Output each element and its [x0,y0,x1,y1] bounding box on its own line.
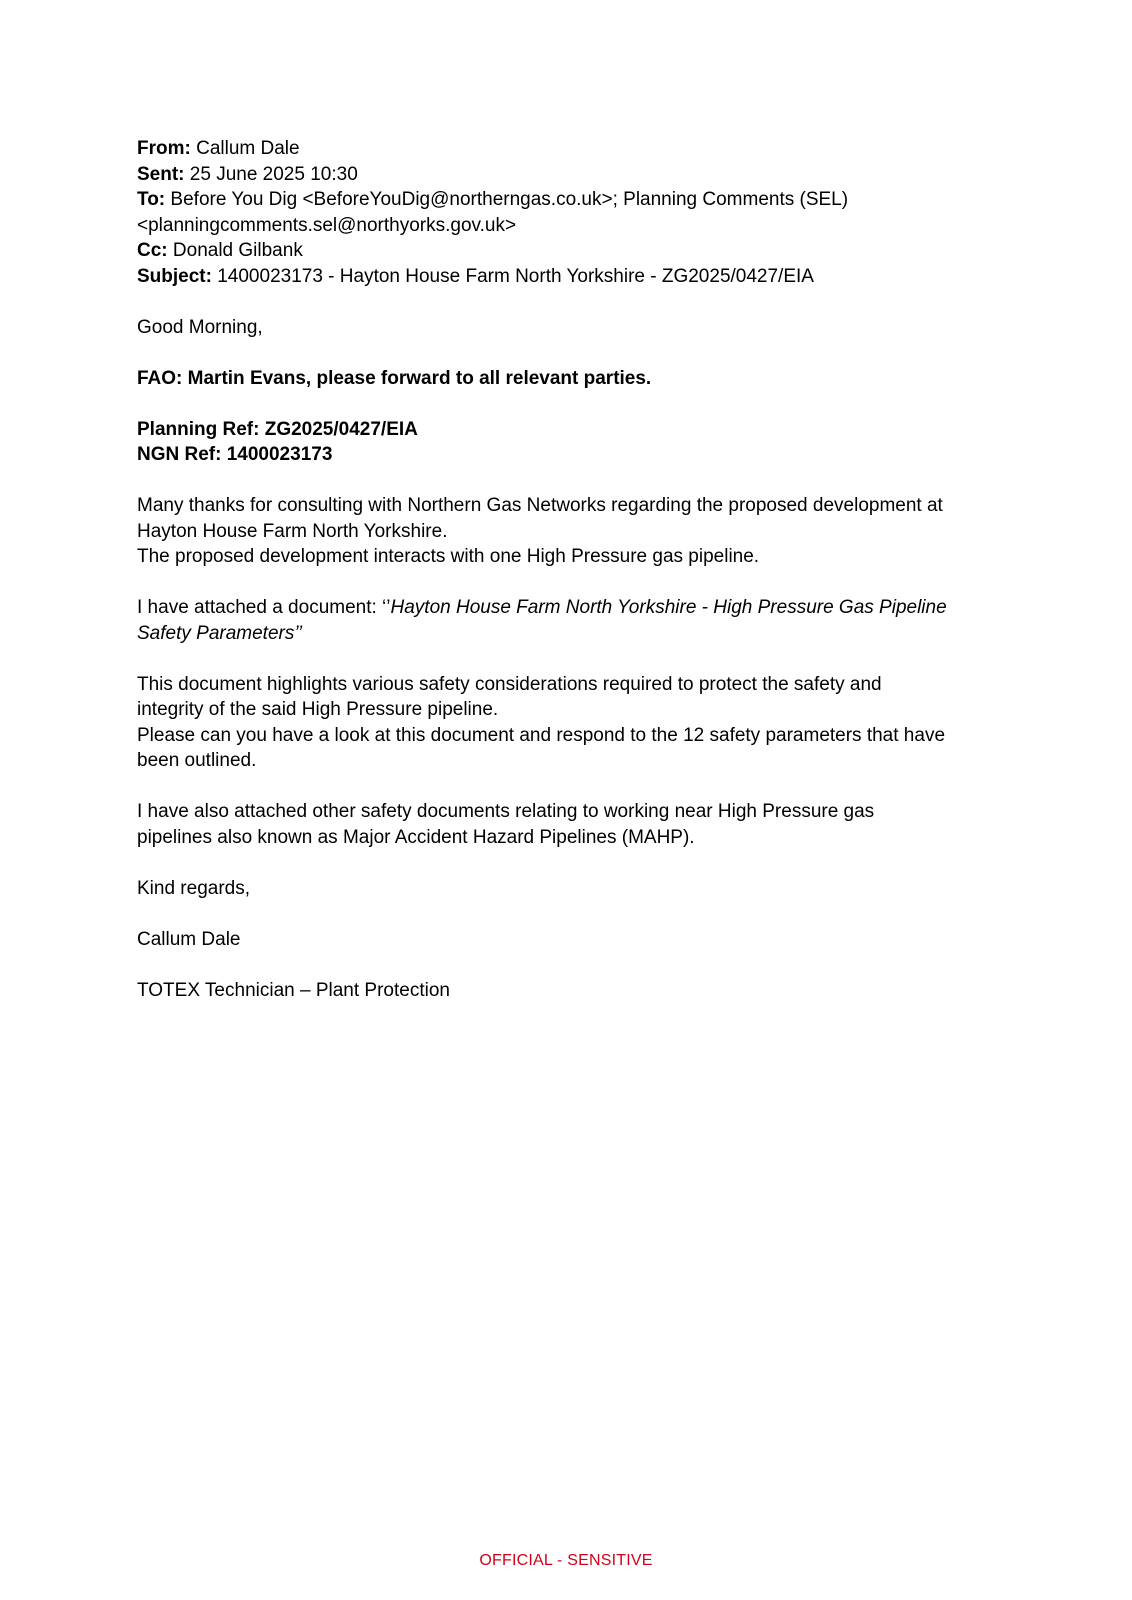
paragraph-line: I have also attached other safety documents relating to working near High Pressure gas [137,801,875,822]
paragraph-line: The proposed development interacts with one High Pressure gas pipeline. [137,546,760,567]
spacer [137,901,1007,927]
sent-value: 25 June 2025 10:30 [189,163,358,185]
paragraph-attachment [137,595,1007,646]
paragraph-line: This document highlights various safety considerations required to protect the safety and [137,673,882,695]
signature-name: Callum Dale [137,928,241,950]
paragraph-line [137,621,1007,647]
signature-title: TOTEX Technician – Plant Protection [137,979,450,1001]
spacer [137,391,1007,417]
ngn-ref: NGN Ref: 1400023173 [137,444,333,465]
attached-document-title-cont: Safety Parameters [137,622,295,644]
paragraph-line: been outlined. [137,750,257,771]
spacer [137,952,1007,978]
to-value-line2: <planningcomments.sel@northyorks.gov.uk> [137,214,517,236]
greeting: Good Morning, [137,316,263,338]
closing: Kind regards, [137,877,251,899]
paragraph-line: pipelines also known as Major Accident Hazard Pipelines (MAHP). [137,826,695,848]
paragraph-line: Please can you have a look at this document and respond to the 12 safety parameters that have [137,724,946,746]
spacer [137,289,1007,315]
paragraph-line: integrity of the said High Pressure pipeline. [137,699,499,720]
to-line-continued [137,213,1007,239]
spacer [137,774,1007,800]
subject-line [137,264,1007,290]
paragraph-line [137,595,1007,621]
to-line [137,187,1007,213]
from-line [137,136,1007,162]
spacer [137,646,1007,672]
paragraph-consultation [137,493,1007,570]
spacer [137,570,1007,596]
spacer [137,850,1007,876]
sent-line [137,162,1007,188]
sent-label: Sent: [137,163,185,185]
subject-value: 1400023173 - Hayton House Farm North Yorkshire - ZG2025/0427/EIA [217,265,814,287]
attached-prefix: I have attached a document: ‘’ [137,597,391,618]
attached-document-title: Hayton House Farm North Yorkshire - High Pressure Gas Pipeline [390,597,947,618]
to-value-line1: Before You Dig <BeforeYouDig@northerngas.co.uk>; Planning Comments (SEL) [170,189,849,210]
to-label: To: [137,189,166,210]
subject-label: Subject: [137,265,212,287]
cc-line [137,238,1007,264]
fao-line: FAO: Martin Evans, please forward to all relevant parties. [137,367,652,389]
email-content [137,136,1007,1003]
spacer [137,468,1007,494]
planning-ref: Planning Ref: ZG2025/0427/EIA [137,418,418,440]
paragraph-line: Hayton House Farm North Yorkshire. [137,520,448,542]
paragraph-line: Many thanks for consulting with Northern Gas Networks regarding the proposed development at [137,495,943,516]
attached-suffix: ’’ [294,622,303,644]
cc-value: Donald Gilbank [172,240,303,261]
spacer [137,340,1007,366]
from-value: Callum Dale [196,138,300,159]
email-header [137,136,1007,289]
paragraph-safety [137,672,1007,774]
cc-label: Cc: [137,240,168,261]
from-label: From: [137,138,191,159]
classification-footer: OFFICIAL - SENSITIVE [479,1552,653,1569]
paragraph-other-documents [137,799,1007,850]
